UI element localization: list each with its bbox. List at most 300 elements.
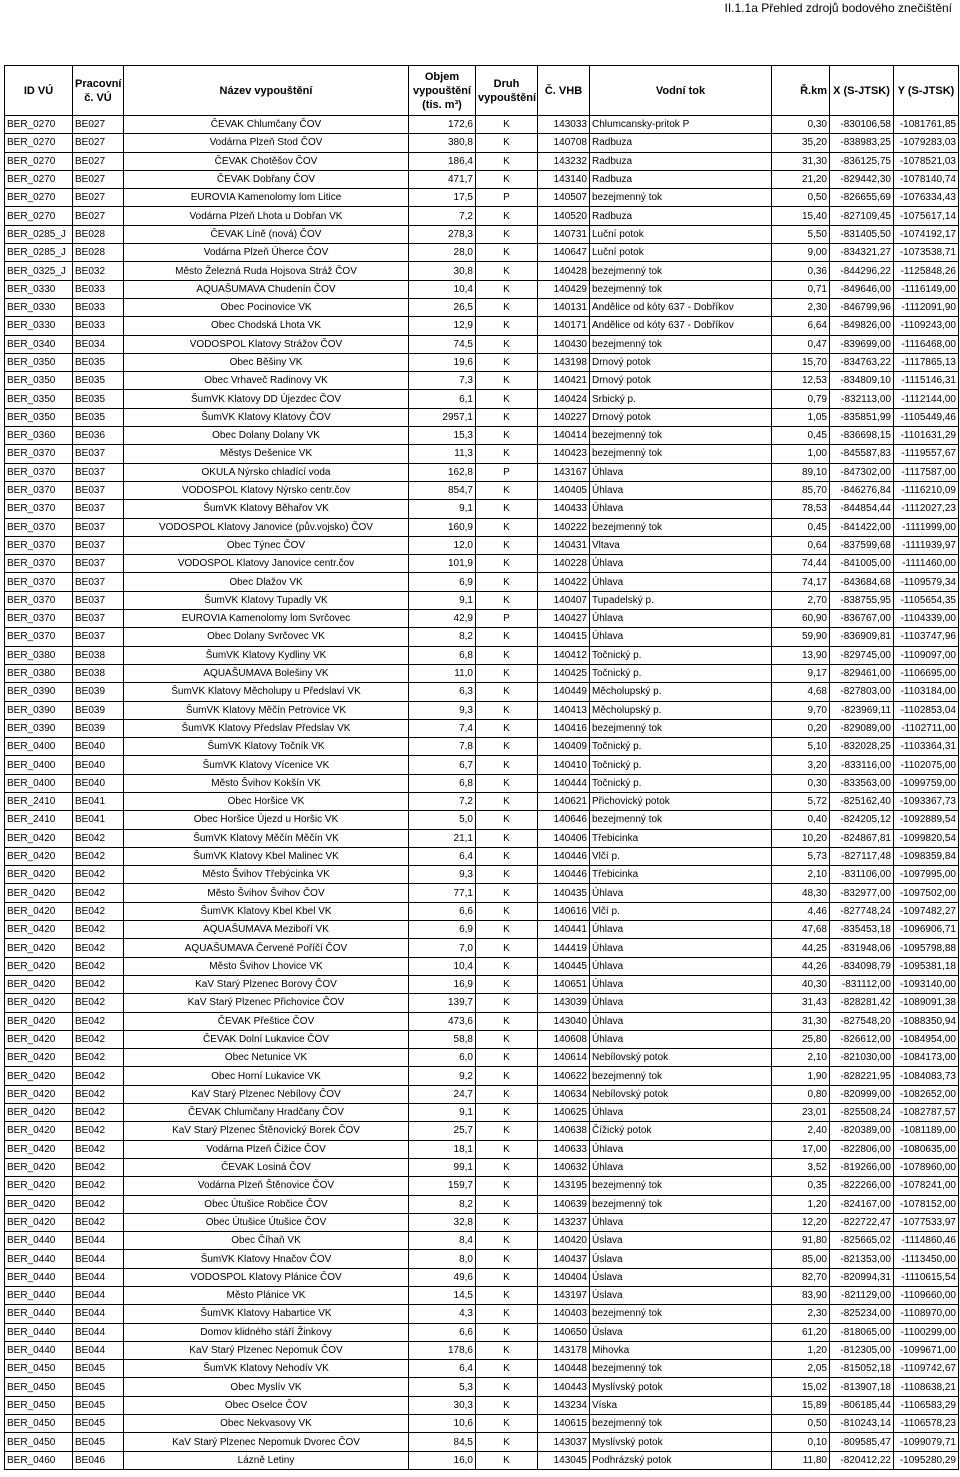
discharge-name-cell: Obec Chodská Lhota VK: [124, 317, 409, 335]
discharge-name-cell: Obec Útušice Útušice ČOV: [124, 1213, 409, 1231]
vhb-cell: 140403: [538, 1305, 590, 1323]
y-coordinate-cell: -1111939,97: [894, 536, 959, 554]
id-vu-cell: BER_0370: [5, 463, 73, 481]
river-km-cell: 44,25: [772, 939, 830, 957]
vhb-cell: 140443: [538, 1378, 590, 1396]
id-vu-cell: BER_0420: [5, 1049, 73, 1067]
id-vu-cell: BER_0350: [5, 372, 73, 390]
discharge-name-cell: EUROVIA Kamenolomy lom Svrčovec: [124, 610, 409, 628]
discharge-name-cell: Město Železná Ruda Hojsova Stráž ČOV: [124, 262, 409, 280]
y-coordinate-cell: -1117865,13: [894, 353, 959, 371]
work-number-cell: BE037: [73, 591, 124, 609]
vhb-cell: 140614: [538, 1049, 590, 1067]
river-km-cell: 0,45: [772, 427, 830, 445]
river-km-cell: 2,30: [772, 1305, 830, 1323]
y-coordinate-cell: -1112027,23: [894, 500, 959, 518]
table-row: [5, 847, 959, 865]
work-number-cell: BE044: [73, 1341, 124, 1359]
work-number-cell: BE042: [73, 1104, 124, 1122]
vhb-cell: 143037: [538, 1433, 590, 1451]
discharge-name-cell: VODOSPOL Klatovy Janovice centr.čov: [124, 555, 409, 573]
discharge-name-cell: ČEVAK Chlumčany Hradčany ČOV: [124, 1104, 409, 1122]
discharge-name-cell: Město Plánice VK: [124, 1287, 409, 1305]
watercourse-cell: Úslava: [590, 1268, 772, 1286]
volume-cell: 74,5: [409, 335, 476, 353]
work-number-cell: BE038: [73, 646, 124, 664]
work-number-cell: BE045: [73, 1415, 124, 1433]
vhb-cell: 143040: [538, 1012, 590, 1030]
vhb-cell: 140646: [538, 811, 590, 829]
volume-cell: 7,4: [409, 719, 476, 737]
x-coordinate-cell: -825234,00: [830, 1305, 894, 1323]
river-km-cell: 0,10: [772, 1433, 830, 1451]
x-coordinate-cell: -836698,15: [830, 427, 894, 445]
watercourse-cell: Podhrázský potok: [590, 1451, 772, 1469]
discharge-type-cell: K: [476, 1360, 538, 1378]
vhb-cell: 143167: [538, 463, 590, 481]
vhb-cell: 140520: [538, 207, 590, 225]
id-vu-cell: BER_0380: [5, 646, 73, 664]
river-km-cell: 60,90: [772, 610, 830, 628]
y-coordinate-cell: -1110615,54: [894, 1268, 959, 1286]
volume-cell: 172,6: [409, 116, 476, 134]
discharge-type-cell: K: [476, 902, 538, 920]
watercourse-cell: Úslava: [590, 1287, 772, 1305]
vhb-cell: 140428: [538, 262, 590, 280]
discharge-type-cell: K: [476, 683, 538, 701]
id-vu-cell: BER_0420: [5, 1030, 73, 1048]
x-coordinate-cell: -813907,18: [830, 1378, 894, 1396]
table-row: [5, 1213, 959, 1231]
discharge-name-cell: Obec Útušice Robčice ČOV: [124, 1195, 409, 1213]
watercourse-cell: Úhlava: [590, 975, 772, 993]
table-row: [5, 1122, 959, 1140]
discharge-type-cell: P: [476, 189, 538, 207]
river-km-cell: 12,53: [772, 372, 830, 390]
river-km-cell: 5,73: [772, 847, 830, 865]
discharge-type-cell: K: [476, 1415, 538, 1433]
y-coordinate-cell: -1099671,00: [894, 1341, 959, 1359]
volume-cell: 8,2: [409, 1195, 476, 1213]
vhb-cell: 143237: [538, 1213, 590, 1231]
watercourse-cell: Čížický potok: [590, 1122, 772, 1140]
watercourse-cell: bezejmenný tok: [590, 445, 772, 463]
x-coordinate-cell: -843684,68: [830, 573, 894, 591]
id-vu-cell: BER_0370: [5, 628, 73, 646]
id-vu-cell: BER_0330: [5, 280, 73, 298]
volume-cell: 6,3: [409, 683, 476, 701]
x-coordinate-cell: -833563,00: [830, 774, 894, 792]
table-row: [5, 555, 959, 573]
discharge-name-cell: Obec Dolany Svrčovec VK: [124, 628, 409, 646]
river-km-cell: 12,20: [772, 1213, 830, 1231]
volume-cell: 19,6: [409, 353, 476, 371]
discharge-type-cell: K: [476, 1451, 538, 1469]
id-vu-cell: BER_0440: [5, 1250, 73, 1268]
volume-cell: 6,8: [409, 774, 476, 792]
volume-cell: 7,0: [409, 939, 476, 957]
x-coordinate-cell: -829745,00: [830, 646, 894, 664]
volume-cell: 12,9: [409, 317, 476, 335]
y-coordinate-cell: -1105654,35: [894, 591, 959, 609]
x-coordinate-cell: -826655,69: [830, 189, 894, 207]
discharge-type-cell: K: [476, 152, 538, 170]
y-coordinate-cell: -1080635,00: [894, 1140, 959, 1158]
work-number-cell: BE027: [73, 207, 124, 225]
river-km-cell: 1,90: [772, 1067, 830, 1085]
id-vu-cell: BER_0420: [5, 847, 73, 865]
discharge-name-cell: ČEVAK Chlumčany ČOV: [124, 116, 409, 134]
discharge-type-cell: K: [476, 628, 538, 646]
river-km-cell: 0,30: [772, 116, 830, 134]
river-km-cell: 0,71: [772, 280, 830, 298]
x-coordinate-cell: -809585,47: [830, 1433, 894, 1451]
y-coordinate-cell: -1116149,00: [894, 280, 959, 298]
x-coordinate-cell: -832977,00: [830, 884, 894, 902]
table-row: [5, 390, 959, 408]
watercourse-cell: Úhlava: [590, 957, 772, 975]
x-coordinate-cell: -845587,83: [830, 445, 894, 463]
discharge-name-cell: KaV Starý Plzenec Štěnovický Borek ČOV: [124, 1122, 409, 1140]
work-number-cell: BE037: [73, 500, 124, 518]
id-vu-cell: BER_0440: [5, 1305, 73, 1323]
table-row: [5, 738, 959, 756]
discharge-type-cell: K: [476, 573, 538, 591]
y-coordinate-cell: -1116210,09: [894, 481, 959, 499]
x-coordinate-cell: -821353,00: [830, 1250, 894, 1268]
table-row: [5, 372, 959, 390]
table-row: [5, 756, 959, 774]
volume-cell: 854,7: [409, 481, 476, 499]
work-number-cell: BE042: [73, 829, 124, 847]
discharge-type-cell: K: [476, 134, 538, 152]
work-number-cell: BE045: [73, 1396, 124, 1414]
work-number-cell: BE027: [73, 170, 124, 188]
table-row: [5, 1360, 959, 1378]
y-coordinate-cell: -1075617,14: [894, 207, 959, 225]
y-coordinate-cell: -1109243,00: [894, 317, 959, 335]
x-coordinate-cell: -834763,22: [830, 353, 894, 371]
table-row: [5, 1433, 959, 1451]
volume-cell: 18,1: [409, 1140, 476, 1158]
y-coordinate-cell: -1108638,21: [894, 1378, 959, 1396]
work-number-cell: BE042: [73, 1122, 124, 1140]
id-vu-cell: BER_0420: [5, 1177, 73, 1195]
vhb-cell: 140731: [538, 225, 590, 243]
discharge-type-cell: K: [476, 866, 538, 884]
vhb-cell: 140616: [538, 902, 590, 920]
river-km-cell: 47,68: [772, 921, 830, 939]
volume-cell: 6,9: [409, 921, 476, 939]
discharge-name-cell: Obec Číhaň VK: [124, 1232, 409, 1250]
discharge-type-cell: K: [476, 1213, 538, 1231]
id-vu-cell: BER_0270: [5, 152, 73, 170]
vhb-cell: 140445: [538, 957, 590, 975]
volume-cell: 380,8: [409, 134, 476, 152]
id-vu-cell: BER_0420: [5, 1067, 73, 1085]
watercourse-cell: Úhlava: [590, 628, 772, 646]
discharge-type-cell: K: [476, 1140, 538, 1158]
river-km-cell: 21,20: [772, 170, 830, 188]
id-vu-cell: BER_0370: [5, 610, 73, 628]
x-coordinate-cell: -832113,00: [830, 390, 894, 408]
vhb-cell: 140625: [538, 1104, 590, 1122]
vhb-cell: 140410: [538, 756, 590, 774]
discharge-type-cell: K: [476, 207, 538, 225]
id-vu-cell: BER_0450: [5, 1378, 73, 1396]
vhb-cell: 140423: [538, 445, 590, 463]
river-km-cell: 15,40: [772, 207, 830, 225]
table-row: [5, 463, 959, 481]
table-row: [5, 1140, 959, 1158]
work-number-cell: BE033: [73, 298, 124, 316]
volume-cell: 8,2: [409, 628, 476, 646]
watercourse-cell: bezejmenný tok: [590, 719, 772, 737]
river-km-cell: 9,17: [772, 664, 830, 682]
table-row: [5, 1232, 959, 1250]
discharge-name-cell: Vodárna Plzeň Úherce ČOV: [124, 244, 409, 262]
discharge-name-cell: ŠumVK Klatovy Kbel Kbel VK: [124, 902, 409, 920]
vhb-cell: 140446: [538, 866, 590, 884]
y-coordinate-cell: -1114860,46: [894, 1232, 959, 1250]
table-row: [5, 1177, 959, 1195]
vhb-cell: 140638: [538, 1122, 590, 1140]
river-km-cell: 1,20: [772, 1195, 830, 1213]
vhb-cell: 140444: [538, 774, 590, 792]
discharge-type-cell: K: [476, 390, 538, 408]
volume-cell: 77,1: [409, 884, 476, 902]
discharge-type-cell: K: [476, 811, 538, 829]
discharge-name-cell: Domov klidného stáří Žinkovy: [124, 1323, 409, 1341]
vhb-cell: 143234: [538, 1396, 590, 1414]
table-row: [5, 829, 959, 847]
vhb-cell: 143198: [538, 353, 590, 371]
vhb-cell: 140171: [538, 317, 590, 335]
work-number-cell: BE039: [73, 701, 124, 719]
y-coordinate-cell: -1097995,00: [894, 866, 959, 884]
river-km-cell: 40,30: [772, 975, 830, 993]
x-coordinate-cell: -831948,06: [830, 939, 894, 957]
discharge-type-cell: K: [476, 701, 538, 719]
y-coordinate-cell: -1078241,00: [894, 1177, 959, 1195]
y-coordinate-cell: -1100299,00: [894, 1323, 959, 1341]
discharge-name-cell: Obec Myslív VK: [124, 1378, 409, 1396]
vhb-cell: 140222: [538, 518, 590, 536]
river-km-cell: 9,00: [772, 244, 830, 262]
watercourse-cell: Třebicinka: [590, 866, 772, 884]
volume-cell: 6,7: [409, 756, 476, 774]
discharge-name-cell: Obec Nekvasovy VK: [124, 1415, 409, 1433]
watercourse-cell: Úhlava: [590, 994, 772, 1012]
discharge-name-cell: EUROVIA Kamenolomy lom Litice: [124, 189, 409, 207]
id-vu-cell: BER_0450: [5, 1360, 73, 1378]
watercourse-cell: bezejmenný tok: [590, 262, 772, 280]
table-row: [5, 280, 959, 298]
discharge-type-cell: K: [476, 847, 538, 865]
vhb-cell: 140651: [538, 975, 590, 993]
discharge-name-cell: ŠumVK Klatovy Klatovy ČOV: [124, 408, 409, 426]
volume-cell: 9,1: [409, 591, 476, 609]
river-km-cell: 83,90: [772, 1287, 830, 1305]
watercourse-cell: Přichovický potok: [590, 792, 772, 810]
watercourse-cell: Nebílovský potok: [590, 1085, 772, 1103]
table-row: [5, 1250, 959, 1268]
volume-cell: 6,8: [409, 646, 476, 664]
watercourse-cell: Úhlava: [590, 610, 772, 628]
y-coordinate-cell: -1104339,00: [894, 610, 959, 628]
vhb-cell: 140415: [538, 628, 590, 646]
discharge-type-cell: K: [476, 1104, 538, 1122]
volume-cell: 160,9: [409, 518, 476, 536]
volume-cell: 28,0: [409, 244, 476, 262]
x-coordinate-cell: -831106,00: [830, 866, 894, 884]
work-number-cell: BE042: [73, 902, 124, 920]
id-vu-cell: BER_0370: [5, 445, 73, 463]
volume-cell: 49,6: [409, 1268, 476, 1286]
discharge-name-cell: Vodárna Plzeň Stod ČOV: [124, 134, 409, 152]
id-vu-cell: BER_0325_J: [5, 262, 73, 280]
x-coordinate-cell: -830106,58: [830, 116, 894, 134]
watercourse-cell: Andělice od kóty 637 - Dobříkov: [590, 298, 772, 316]
volume-cell: 30,8: [409, 262, 476, 280]
watercourse-cell: bezejmenný tok: [590, 335, 772, 353]
volume-cell: 9,1: [409, 500, 476, 518]
x-coordinate-cell: -822806,00: [830, 1140, 894, 1158]
discharge-type-cell: K: [476, 774, 538, 792]
x-coordinate-cell: -825665,02: [830, 1232, 894, 1250]
discharge-type-cell: K: [476, 1122, 538, 1140]
id-vu-cell: BER_0420: [5, 1085, 73, 1103]
work-number-cell: BE039: [73, 683, 124, 701]
volume-cell: 159,7: [409, 1177, 476, 1195]
river-km-cell: 4,68: [772, 683, 830, 701]
work-number-cell: BE042: [73, 994, 124, 1012]
discharge-type-cell: K: [476, 481, 538, 499]
river-km-cell: 15,89: [772, 1396, 830, 1414]
watercourse-cell: Točnický p.: [590, 774, 772, 792]
vhb-cell: 140228: [538, 555, 590, 573]
discharge-type-cell: K: [476, 1195, 538, 1213]
river-km-cell: 0,50: [772, 189, 830, 207]
discharge-type-cell: K: [476, 116, 538, 134]
work-number-cell: BE045: [73, 1433, 124, 1451]
table-row: [5, 957, 959, 975]
work-number-cell: BE040: [73, 774, 124, 792]
id-vu-cell: BER_0420: [5, 1140, 73, 1158]
volume-cell: 11,3: [409, 445, 476, 463]
id-vu-cell: BER_0400: [5, 738, 73, 756]
y-coordinate-cell: -1109579,34: [894, 573, 959, 591]
volume-cell: 10,4: [409, 280, 476, 298]
discharge-type-cell: K: [476, 664, 538, 682]
watercourse-cell: bezejmenný tok: [590, 280, 772, 298]
discharge-name-cell: Město Švihov Třebýcinka VK: [124, 866, 409, 884]
work-number-cell: BE035: [73, 390, 124, 408]
discharge-type-cell: K: [476, 335, 538, 353]
x-coordinate-cell: -837599,68: [830, 536, 894, 554]
discharge-type-cell: K: [476, 427, 538, 445]
id-vu-cell: BER_0420: [5, 1122, 73, 1140]
y-coordinate-cell: -1097502,00: [894, 884, 959, 902]
table-row: [5, 481, 959, 499]
x-coordinate-cell: -834809,10: [830, 372, 894, 390]
watercourse-cell: bezejmenný tok: [590, 1177, 772, 1195]
watercourse-cell: bezejmenný tok: [590, 189, 772, 207]
id-vu-cell: BER_0350: [5, 390, 73, 408]
volume-cell: 30,3: [409, 1396, 476, 1414]
discharge-type-cell: K: [476, 1323, 538, 1341]
river-km-cell: 0,36: [772, 262, 830, 280]
volume-cell: 7,8: [409, 738, 476, 756]
river-km-cell: 1,05: [772, 408, 830, 426]
x-coordinate-cell: -819266,00: [830, 1158, 894, 1176]
column-header: Druh vypouštění: [476, 66, 538, 116]
discharge-type-cell: K: [476, 225, 538, 243]
vhb-cell: 140131: [538, 298, 590, 316]
y-coordinate-cell: -1097482,27: [894, 902, 959, 920]
y-coordinate-cell: -1084083,73: [894, 1067, 959, 1085]
discharge-type-cell: K: [476, 536, 538, 554]
y-coordinate-cell: -1115146,31: [894, 372, 959, 390]
x-coordinate-cell: -835851,99: [830, 408, 894, 426]
y-coordinate-cell: -1109742,67: [894, 1360, 959, 1378]
watercourse-cell: Točnický p.: [590, 646, 772, 664]
y-coordinate-cell: -1108970,00: [894, 1305, 959, 1323]
work-number-cell: BE037: [73, 573, 124, 591]
work-number-cell: BE044: [73, 1287, 124, 1305]
table-row: [5, 774, 959, 792]
table-row: [5, 994, 959, 1012]
x-coordinate-cell: -841005,00: [830, 555, 894, 573]
id-vu-cell: BER_0460: [5, 1451, 73, 1469]
discharge-name-cell: ČEVAK Dolní Lukavice ČOV: [124, 1030, 409, 1048]
discharge-name-cell: KaV Starý Plzenec Borovy ČOV: [124, 975, 409, 993]
x-coordinate-cell: -827117,48: [830, 847, 894, 865]
id-vu-cell: BER_0370: [5, 536, 73, 554]
table-row: [5, 1085, 959, 1103]
pollution-sources-table: [4, 65, 959, 1470]
y-coordinate-cell: -1099820,54: [894, 829, 959, 847]
work-number-cell: BE044: [73, 1305, 124, 1323]
table-row: [5, 116, 959, 134]
volume-cell: 10,6: [409, 1415, 476, 1433]
table-row: [5, 134, 959, 152]
river-km-cell: 85,00: [772, 1250, 830, 1268]
discharge-name-cell: Lázně Letiny: [124, 1451, 409, 1469]
river-km-cell: 25,80: [772, 1030, 830, 1048]
y-coordinate-cell: -1078521,03: [894, 152, 959, 170]
x-coordinate-cell: -827109,45: [830, 207, 894, 225]
table-row: [5, 244, 959, 262]
discharge-type-cell: P: [476, 610, 538, 628]
discharge-type-cell: K: [476, 975, 538, 993]
y-coordinate-cell: -1109097,00: [894, 646, 959, 664]
y-coordinate-cell: -1116468,00: [894, 335, 959, 353]
work-number-cell: BE042: [73, 1195, 124, 1213]
vhb-cell: 140416: [538, 719, 590, 737]
watercourse-cell: Chlumcansky-pritok P: [590, 116, 772, 134]
river-km-cell: 48,30: [772, 884, 830, 902]
watercourse-cell: Srbický p.: [590, 390, 772, 408]
volume-cell: 5,3: [409, 1378, 476, 1396]
table-row: [5, 719, 959, 737]
river-km-cell: 6,64: [772, 317, 830, 335]
volume-cell: 12,0: [409, 536, 476, 554]
id-vu-cell: BER_0420: [5, 939, 73, 957]
work-number-cell: BE034: [73, 335, 124, 353]
discharge-name-cell: Obec Týnec ČOV: [124, 536, 409, 554]
work-number-cell: BE038: [73, 664, 124, 682]
